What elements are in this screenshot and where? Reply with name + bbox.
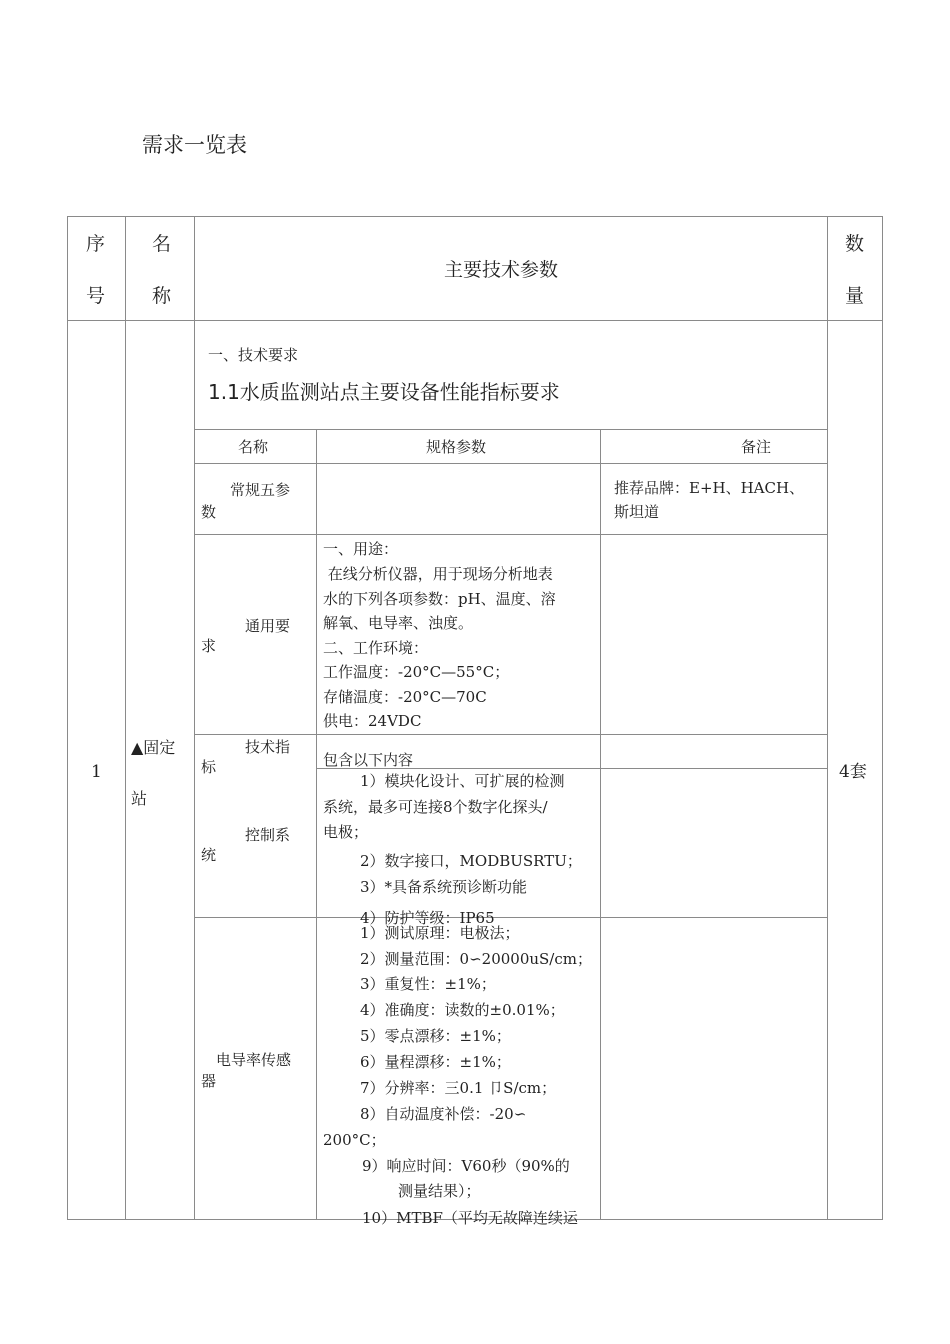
spec-r4-line: 系统，最多可连接8个数字化探头/ <box>323 798 548 816</box>
col-divider-name <box>194 216 195 1220</box>
page-title: 需求一览表 <box>142 133 247 157</box>
col-divider-params <box>827 216 828 1220</box>
spec-r3-spec-clip <box>317 735 600 768</box>
col-divider-seq <box>125 216 126 1220</box>
spec-r2-name-1: 通用要 <box>245 617 291 635</box>
spec-r5-line: 10）MTBF（平均无故障连续运 <box>362 1209 578 1227</box>
spec-r5-line: 7）分辨率：三0.1 卩S/cm； <box>360 1079 557 1097</box>
spec-r5-name-2: 器 <box>201 1072 217 1090</box>
spec-r5-name-1: 电导率传感 <box>216 1051 292 1069</box>
spec-row-divider-1 <box>194 534 827 535</box>
spec-r3-name-2: 标 <box>201 758 217 776</box>
header-seq-1: 序 <box>86 233 106 255</box>
spec-r1-note-1: 推荐品牌：E+H、HACH、 <box>614 479 805 497</box>
spec-r2-line: 供电：24VDC <box>323 712 422 730</box>
spec-r5-line: 3）重复性：±1%； <box>360 975 496 993</box>
spec-r2-line: 解氧、电导率、浊度。 <box>323 614 474 632</box>
spec-r5-line: 4）准确度：读数的±0.01%； <box>360 1001 565 1019</box>
spec-r4-line: 3）*具备系统预诊断功能 <box>360 878 528 896</box>
row-qty: 4套 <box>839 762 867 782</box>
spec-r5-line: 2）测量范围：0∽20000uS/cm； <box>360 950 592 968</box>
header-qty-2: 量 <box>845 285 865 307</box>
header-name-1: 名 <box>152 233 172 255</box>
spec-r2-line: 一、用途： <box>323 540 399 558</box>
header-qty-1: 数 <box>845 233 865 255</box>
spec-r4-line: 电极； <box>323 823 369 841</box>
spec-r5-line: 测量结果）； <box>398 1182 481 1200</box>
spec-r3-spec: 包含以下内容 <box>323 751 414 769</box>
spec-r5-spec-clip <box>317 918 600 1227</box>
table-border-left <box>67 216 68 1220</box>
table-header-divider <box>67 320 883 321</box>
section-heading: 一、技术要求 <box>208 346 299 364</box>
header-params: 主要技术参数 <box>444 259 559 281</box>
spec-header-name: 名称 <box>238 438 269 456</box>
spec-r2-line: 存储温度：-20°C—70C <box>323 688 487 706</box>
table-border-top <box>67 216 883 217</box>
spec-header-note: 备注 <box>741 438 772 456</box>
spec-r5-line: 6）量程漂移：±1%； <box>360 1053 511 1071</box>
spec-r2-line: 工作温度：-20°C—55°C； <box>323 663 510 681</box>
spec-header-divider <box>194 463 827 464</box>
spec-r2-line: 二、工作环境： <box>323 639 429 657</box>
spec-r2-line: 在线分析仪器，用于现场分析地表 <box>323 565 553 583</box>
spec-r3-name-1: 技术指 <box>245 738 291 756</box>
spec-r1-note-2: 斯坦道 <box>614 503 660 521</box>
table-border-right <box>882 216 883 1220</box>
spec-r5-line: 5）零点漂移：±1%； <box>360 1027 511 1045</box>
spec-col-divider-2 <box>600 429 601 1220</box>
spec-r4-line: 1）模块化设计、可扩展的检测 <box>360 772 565 790</box>
spec-r4-line: 2）数字接口，MODBUSRTU； <box>360 852 582 870</box>
row-name-2: 站 <box>131 789 148 808</box>
spec-r4-name-2: 统 <box>201 846 217 864</box>
spec-header-spec: 规格参数 <box>426 438 487 456</box>
spec-border-top <box>194 429 827 430</box>
row-seq: 1 <box>91 762 102 782</box>
section-subheading: 1.1水质监测站点主要设备性能指标要求 <box>208 380 560 404</box>
spec-r5-line: 200°C； <box>323 1131 386 1149</box>
header-seq-2: 号 <box>86 285 106 307</box>
spec-r2-line: 水的下列各项参数：pH、温度、溶 <box>323 590 556 608</box>
spec-r5-line: 9）响应时间：V60秒（90%的 <box>362 1157 570 1175</box>
header-name-2: 称 <box>152 285 172 307</box>
spec-r1-name-1: 常规五参 <box>230 481 291 499</box>
spec-r1-name-2: 数 <box>201 503 217 521</box>
spec-r4-name-1: 控制系 <box>245 826 291 844</box>
spec-r4-spec-clip <box>317 769 600 927</box>
spec-r2-name-2: 求 <box>201 637 217 655</box>
spec-r5-line: 1）测试原理：电极法； <box>360 924 520 942</box>
row-name-1: ▲固定 <box>131 738 176 757</box>
spec-r5-line: 8）自动温度补偿：-20∽ <box>360 1105 527 1123</box>
spec-r4-line: 4）防护等级：IP65 <box>360 909 495 927</box>
spec-r3-name-clip <box>195 735 316 776</box>
